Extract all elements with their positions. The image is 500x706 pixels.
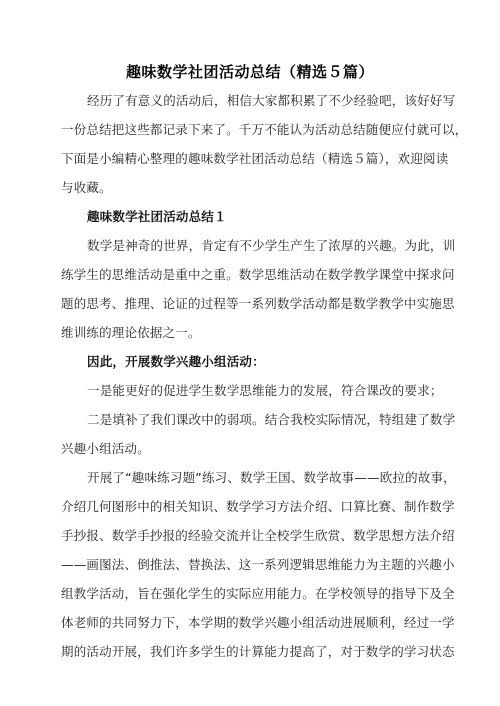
paragraph-line: 组教学活动，旨在强化学生的实际应用能力。在学校领导的指导下及全	[61, 586, 455, 601]
paragraph-line: 经历了有意义的活动后，相信大家都积累了不少经验吧，该好好写	[87, 93, 456, 108]
paragraph-line: 期的活动开展，我们许多学生的计算能力提高了，对于数学的学习状态	[61, 644, 455, 659]
paragraph-line: 二是填补了我们课改中的弱项。结合我校实际情况，特组建了数学	[87, 412, 456, 427]
paragraph-line: 介绍几何图形中的相关知识、数学学习方法介绍、口算比赛、制作数学	[61, 499, 455, 514]
document-title: 趣味数学社团活动总结（精选５篇）	[125, 63, 374, 81]
section-heading: 趣味数学社团活动总结１	[87, 209, 227, 224]
paragraph-line: 一是能更好的促进学生数学思维能力的发展，符合课改的要求；	[87, 383, 443, 398]
paragraph-line: 体老师的共同努力下，本学期的数学兴趣小组活动进展顺利，经过一学	[61, 615, 455, 630]
paragraph-line: 兴趣小组活动。	[61, 441, 150, 456]
paragraph-line: 练学生的思维活动是重中之重。数学思维活动在数学教学课堂中探求问	[61, 267, 455, 282]
paragraph-line: 一份总结把这些都记录下来了。千万不能认为活动总结随便应付就可以，	[61, 122, 468, 137]
paragraph-line: 维训练的理论依据之一。	[61, 325, 201, 340]
subheading: 因此，开展数学兴趣小组活动：	[87, 354, 265, 369]
paragraph-line: 下面是小编精心整理的趣味数学社团活动总结（精选５篇），欢迎阅读	[61, 151, 449, 166]
paragraph-line: 数学是神奇的世界，肯定有不少学生产生了浓厚的兴趣。为此，训	[87, 238, 456, 253]
paragraph-line: ——画图法、倒推法、替换法、这一系列逻辑思维能力为主题的兴趣小	[61, 557, 455, 572]
paragraph-line: 手抄报、数学手抄报的经验交流并让全校学生欣赏、数学思想方法介绍	[61, 528, 455, 543]
paragraph-line: 开展了“趣味练习题”练习、数学王国、数学故事——欧拉的故事，	[87, 470, 456, 485]
paragraph-line: 题的思考、推理、论证的过程等一系列数学活动都是数学教学中实施思	[61, 296, 455, 311]
paragraph-line: 与收藏。	[61, 180, 112, 195]
